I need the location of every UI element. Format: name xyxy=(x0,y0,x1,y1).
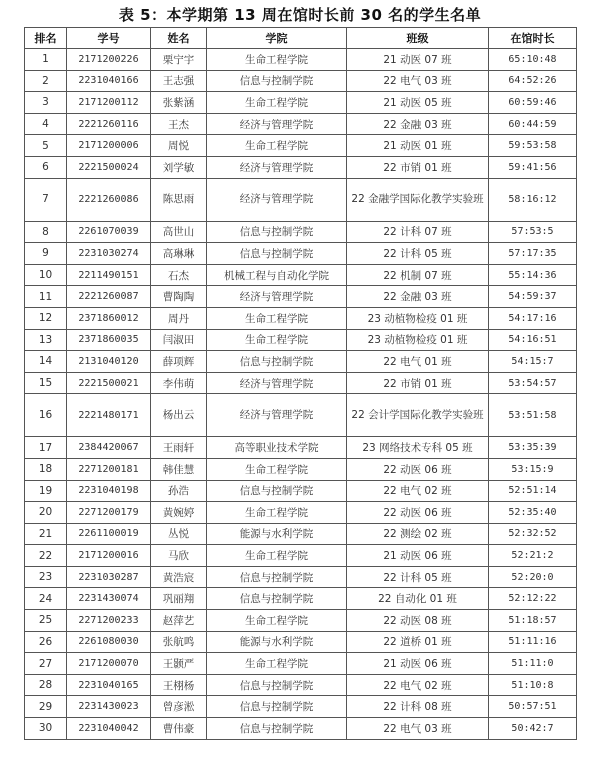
header-class: 班级 xyxy=(347,28,489,49)
cell-college: 生命工程学院 xyxy=(207,329,347,351)
cell-student-id: 2371860012 xyxy=(67,307,151,329)
cell-duration: 52:35:40 xyxy=(489,502,577,524)
cell-college: 信息与控制学院 xyxy=(207,351,347,373)
cell-student-id: 2271200179 xyxy=(67,502,151,524)
table-row xyxy=(25,458,577,480)
cell-name: 王栩杨 xyxy=(151,674,207,696)
cell-duration: 53:54:57 xyxy=(489,372,577,394)
cell-class: 22 会计学国际化教学实验班 xyxy=(347,394,489,437)
cell-student-id: 2171200226 xyxy=(67,49,151,71)
cell-name: 刘学敏 xyxy=(151,156,207,178)
cell-name: 高琳琳 xyxy=(151,243,207,265)
cell-rank: 28 xyxy=(25,674,67,696)
cell-name: 丛悦 xyxy=(151,523,207,545)
cell-duration: 59:41:56 xyxy=(489,156,577,178)
cell-class: 22 电气 03 班 xyxy=(347,70,489,92)
cell-name: 栗宁宇 xyxy=(151,49,207,71)
cell-college: 经济与管理学院 xyxy=(207,286,347,308)
cell-name: 赵萍艺 xyxy=(151,610,207,632)
cell-student-id: 2221260116 xyxy=(67,113,151,135)
table-row xyxy=(25,545,577,567)
cell-class: 23 动植物检疫 01 班 xyxy=(347,329,489,351)
cell-rank: 19 xyxy=(25,480,67,502)
table-row xyxy=(25,718,577,740)
cell-rank: 24 xyxy=(25,588,67,610)
cell-rank: 10 xyxy=(25,264,67,286)
cell-duration: 60:59:46 xyxy=(489,92,577,114)
cell-rank: 5 xyxy=(25,135,67,157)
cell-college: 生命工程学院 xyxy=(207,49,347,71)
cell-rank: 3 xyxy=(25,92,67,114)
cell-college: 能源与水利学院 xyxy=(207,631,347,653)
cell-rank: 15 xyxy=(25,372,67,394)
cell-student-id: 2261080030 xyxy=(67,631,151,653)
cell-duration: 50:57:51 xyxy=(489,696,577,718)
cell-college: 经济与管理学院 xyxy=(207,113,347,135)
cell-duration: 51:18:57 xyxy=(489,610,577,632)
cell-class: 21 动医 01 班 xyxy=(347,135,489,157)
table-row xyxy=(25,221,577,243)
table-row xyxy=(25,264,577,286)
cell-rank: 11 xyxy=(25,286,67,308)
cell-rank: 20 xyxy=(25,502,67,524)
cell-student-id: 2221260086 xyxy=(67,178,151,221)
cell-name: 陈思雨 xyxy=(151,178,207,221)
cell-rank: 25 xyxy=(25,610,67,632)
cell-student-id: 2171200112 xyxy=(67,92,151,114)
cell-name: 张紫涵 xyxy=(151,92,207,114)
table-row xyxy=(25,566,577,588)
cell-student-id: 2231030274 xyxy=(67,243,151,265)
cell-rank: 9 xyxy=(25,243,67,265)
table-row xyxy=(25,588,577,610)
cell-class: 22 计科 07 班 xyxy=(347,221,489,243)
cell-name: 王颢严 xyxy=(151,653,207,675)
cell-class: 22 电气 03 班 xyxy=(347,718,489,740)
cell-duration: 57:17:35 xyxy=(489,243,577,265)
cell-name: 曹伟豪 xyxy=(151,718,207,740)
header-college: 学院 xyxy=(207,28,347,49)
cell-rank: 1 xyxy=(25,49,67,71)
cell-duration: 54:16:51 xyxy=(489,329,577,351)
cell-name: 韩佳慧 xyxy=(151,458,207,480)
table-row xyxy=(25,351,577,373)
cell-college: 信息与控制学院 xyxy=(207,221,347,243)
cell-college: 机械工程与自动化学院 xyxy=(207,264,347,286)
cell-class: 22 机制 07 班 xyxy=(347,264,489,286)
cell-college: 生命工程学院 xyxy=(207,610,347,632)
cell-class: 22 测绘 02 班 xyxy=(347,523,489,545)
cell-name: 马欣 xyxy=(151,545,207,567)
cell-rank: 2 xyxy=(25,70,67,92)
cell-college: 信息与控制学院 xyxy=(207,70,347,92)
cell-class: 22 道桥 01 班 xyxy=(347,631,489,653)
cell-name: 曹陶陶 xyxy=(151,286,207,308)
cell-duration: 53:15:9 xyxy=(489,458,577,480)
table-row xyxy=(25,372,577,394)
cell-student-id: 2261070039 xyxy=(67,221,151,243)
table-row xyxy=(25,653,577,675)
cell-student-id: 2231040198 xyxy=(67,480,151,502)
cell-college: 高等职业技术学院 xyxy=(207,437,347,459)
cell-student-id: 2171200006 xyxy=(67,135,151,157)
cell-student-id: 2221500021 xyxy=(67,372,151,394)
cell-rank: 21 xyxy=(25,523,67,545)
cell-name: 李伟萌 xyxy=(151,372,207,394)
cell-class: 23 动植物检疫 01 班 xyxy=(347,307,489,329)
cell-duration: 52:51:14 xyxy=(489,480,577,502)
cell-class: 22 市销 01 班 xyxy=(347,372,489,394)
cell-class: 22 计科 05 班 xyxy=(347,566,489,588)
cell-duration: 53:51:58 xyxy=(489,394,577,437)
cell-class: 21 动医 05 班 xyxy=(347,92,489,114)
cell-name: 杨出云 xyxy=(151,394,207,437)
cell-college: 生命工程学院 xyxy=(207,653,347,675)
cell-class: 23 网络技术专科 05 班 xyxy=(347,437,489,459)
cell-student-id: 2261100019 xyxy=(67,523,151,545)
cell-name: 王杰 xyxy=(151,113,207,135)
cell-name: 高世山 xyxy=(151,221,207,243)
cell-duration: 64:52:26 xyxy=(489,70,577,92)
cell-student-id: 2271200233 xyxy=(67,610,151,632)
cell-duration: 52:20:0 xyxy=(489,566,577,588)
header-row xyxy=(25,28,577,49)
cell-class: 21 动医 06 班 xyxy=(347,653,489,675)
cell-student-id: 2221500024 xyxy=(67,156,151,178)
table-row xyxy=(25,113,577,135)
table-body xyxy=(25,49,577,740)
cell-student-id: 2384420067 xyxy=(67,437,151,459)
table-row xyxy=(25,49,577,71)
cell-rank: 27 xyxy=(25,653,67,675)
cell-duration: 51:10:8 xyxy=(489,674,577,696)
cell-class: 21 动医 07 班 xyxy=(347,49,489,71)
cell-duration: 59:53:58 xyxy=(489,135,577,157)
cell-class: 21 动医 06 班 xyxy=(347,545,489,567)
cell-college: 经济与管理学院 xyxy=(207,156,347,178)
cell-duration: 52:21:2 xyxy=(489,545,577,567)
cell-duration: 54:17:16 xyxy=(489,307,577,329)
cell-duration: 54:15:7 xyxy=(489,351,577,373)
cell-student-id: 2231030287 xyxy=(67,566,151,588)
cell-student-id: 2131040120 xyxy=(67,351,151,373)
cell-student-id: 2221480171 xyxy=(67,394,151,437)
cell-rank: 23 xyxy=(25,566,67,588)
header-name: 姓名 xyxy=(151,28,207,49)
cell-student-id: 2171200016 xyxy=(67,545,151,567)
cell-rank: 18 xyxy=(25,458,67,480)
cell-duration: 65:10:48 xyxy=(489,49,577,71)
cell-college: 生命工程学院 xyxy=(207,502,347,524)
table-row xyxy=(25,135,577,157)
cell-rank: 4 xyxy=(25,113,67,135)
cell-college: 信息与控制学院 xyxy=(207,480,347,502)
cell-college: 生命工程学院 xyxy=(207,458,347,480)
cell-college: 信息与控制学院 xyxy=(207,718,347,740)
cell-class: 22 动医 08 班 xyxy=(347,610,489,632)
ranking-table xyxy=(24,27,577,740)
cell-rank: 14 xyxy=(25,351,67,373)
table-row xyxy=(25,674,577,696)
cell-college: 信息与控制学院 xyxy=(207,566,347,588)
table-row xyxy=(25,696,577,718)
cell-duration: 53:35:39 xyxy=(489,437,577,459)
cell-name: 王雨轩 xyxy=(151,437,207,459)
cell-college: 经济与管理学院 xyxy=(207,372,347,394)
cell-rank: 7 xyxy=(25,178,67,221)
cell-class: 22 金融 03 班 xyxy=(347,113,489,135)
cell-rank: 22 xyxy=(25,545,67,567)
table-row xyxy=(25,92,577,114)
table-row xyxy=(25,329,577,351)
table-row xyxy=(25,243,577,265)
cell-duration: 54:59:37 xyxy=(489,286,577,308)
cell-rank: 6 xyxy=(25,156,67,178)
cell-college: 经济与管理学院 xyxy=(207,394,347,437)
cell-student-id: 2231040165 xyxy=(67,674,151,696)
cell-duration: 55:14:36 xyxy=(489,264,577,286)
table-row xyxy=(25,480,577,502)
cell-name: 王志强 xyxy=(151,70,207,92)
cell-college: 生命工程学院 xyxy=(207,135,347,157)
table-row xyxy=(25,286,577,308)
cell-class: 22 电气 02 班 xyxy=(347,674,489,696)
cell-student-id: 2371860035 xyxy=(67,329,151,351)
cell-class: 22 自动化 01 班 xyxy=(347,588,489,610)
table-row xyxy=(25,502,577,524)
cell-class: 22 金融学国际化教学实验班 xyxy=(347,178,489,221)
header-rank: 排名 xyxy=(25,28,67,49)
cell-student-id: 2271200181 xyxy=(67,458,151,480)
cell-rank: 30 xyxy=(25,718,67,740)
cell-name: 张航鸣 xyxy=(151,631,207,653)
header-duration: 在馆时长 xyxy=(489,28,577,49)
cell-rank: 17 xyxy=(25,437,67,459)
cell-duration: 60:44:59 xyxy=(489,113,577,135)
table-row xyxy=(25,610,577,632)
cell-name: 黄婉婷 xyxy=(151,502,207,524)
cell-class: 22 计科 08 班 xyxy=(347,696,489,718)
cell-college: 生命工程学院 xyxy=(207,92,347,114)
cell-name: 孙浩 xyxy=(151,480,207,502)
cell-duration: 52:12:22 xyxy=(489,588,577,610)
cell-class: 22 动医 06 班 xyxy=(347,502,489,524)
cell-class: 22 动医 06 班 xyxy=(347,458,489,480)
cell-duration: 58:16:12 xyxy=(489,178,577,221)
table-row xyxy=(25,178,577,221)
cell-duration: 52:32:52 xyxy=(489,523,577,545)
cell-class: 22 电气 01 班 xyxy=(347,351,489,373)
table-row xyxy=(25,437,577,459)
cell-student-id: 2231430023 xyxy=(67,696,151,718)
cell-duration: 51:11:0 xyxy=(489,653,577,675)
cell-class: 22 市销 01 班 xyxy=(347,156,489,178)
cell-rank: 12 xyxy=(25,307,67,329)
cell-student-id: 2221260087 xyxy=(67,286,151,308)
cell-college: 生命工程学院 xyxy=(207,545,347,567)
cell-rank: 29 xyxy=(25,696,67,718)
cell-college: 能源与水利学院 xyxy=(207,523,347,545)
cell-college: 信息与控制学院 xyxy=(207,243,347,265)
cell-college: 经济与管理学院 xyxy=(207,178,347,221)
cell-name: 巩丽翔 xyxy=(151,588,207,610)
table-row xyxy=(25,523,577,545)
cell-student-id: 2171200070 xyxy=(67,653,151,675)
cell-duration: 50:42:7 xyxy=(489,718,577,740)
cell-rank: 8 xyxy=(25,221,67,243)
cell-duration: 57:53:5 xyxy=(489,221,577,243)
cell-student-id: 2231430074 xyxy=(67,588,151,610)
cell-class: 22 计科 05 班 xyxy=(347,243,489,265)
cell-rank: 13 xyxy=(25,329,67,351)
cell-duration: 51:11:16 xyxy=(489,631,577,653)
cell-class: 22 电气 02 班 xyxy=(347,480,489,502)
cell-name: 黄浩宸 xyxy=(151,566,207,588)
cell-name: 周丹 xyxy=(151,307,207,329)
table-row xyxy=(25,156,577,178)
cell-name: 闫淑田 xyxy=(151,329,207,351)
cell-rank: 16 xyxy=(25,394,67,437)
cell-college: 信息与控制学院 xyxy=(207,696,347,718)
table-title: 表 5：本学期第 13 周在馆时长前 30 名的学生名单 xyxy=(118,6,482,24)
cell-name: 石杰 xyxy=(151,264,207,286)
table-row xyxy=(25,70,577,92)
cell-student-id: 2231040166 xyxy=(67,70,151,92)
cell-college: 生命工程学院 xyxy=(207,307,347,329)
cell-college: 信息与控制学院 xyxy=(207,588,347,610)
cell-college: 信息与控制学院 xyxy=(207,674,347,696)
cell-name: 周悦 xyxy=(151,135,207,157)
cell-name: 薛项辉 xyxy=(151,351,207,373)
cell-name: 曾彦淞 xyxy=(151,696,207,718)
cell-student-id: 2231040042 xyxy=(67,718,151,740)
table-row xyxy=(25,394,577,437)
cell-rank: 26 xyxy=(25,631,67,653)
cell-student-id: 2211490151 xyxy=(67,264,151,286)
table-row xyxy=(25,307,577,329)
header-student-id: 学号 xyxy=(67,28,151,49)
table-row xyxy=(25,631,577,653)
cell-class: 22 金融 03 班 xyxy=(347,286,489,308)
